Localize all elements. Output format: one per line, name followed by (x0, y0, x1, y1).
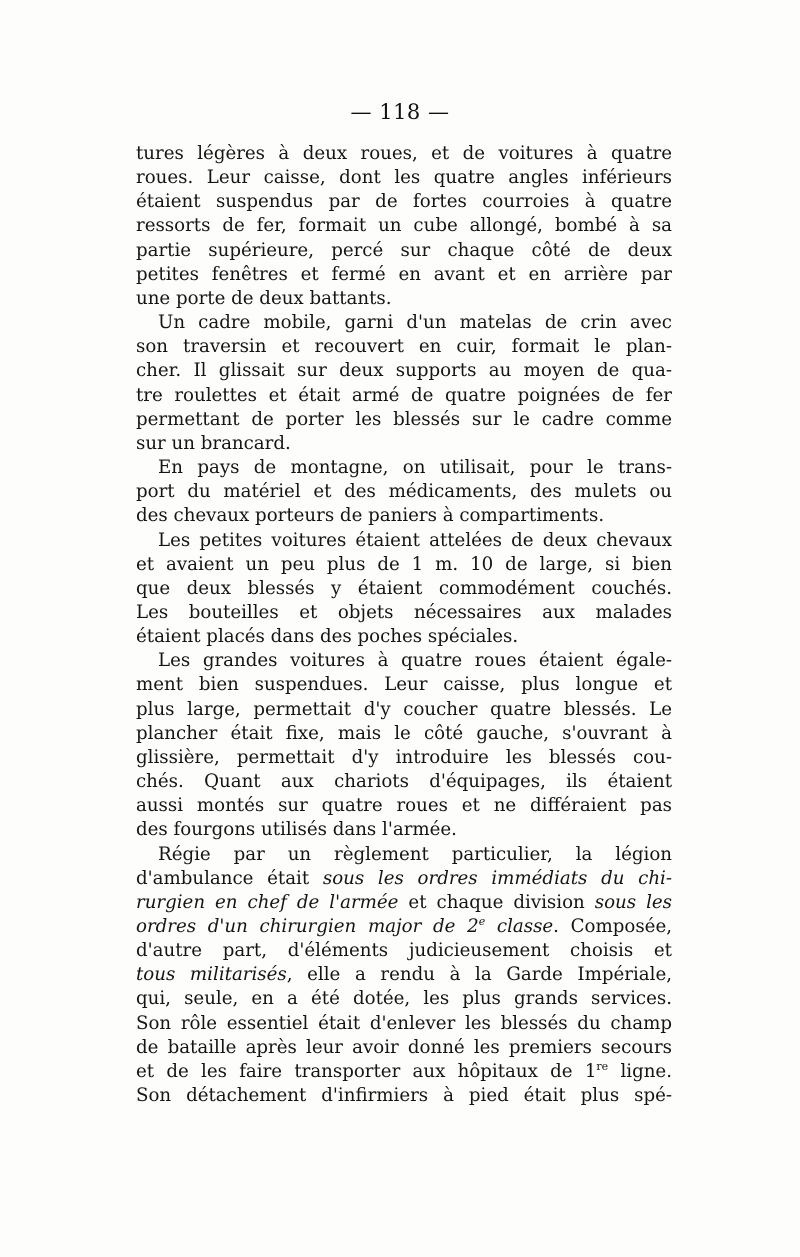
text-run: Les grandes voitures à quatre roues étaient égale- (158, 650, 672, 672)
text-line (136, 746, 672, 770)
text-run: qui, seule, en a été dotée, les plus grands services. (136, 988, 672, 1010)
text-line (136, 577, 672, 601)
text-run: des fourgons utilisés dans l'armée. (136, 819, 457, 841)
text-line (136, 891, 672, 915)
text-line (136, 1060, 672, 1084)
text-line (136, 1036, 672, 1060)
text-run: Un cadre mobile, garni d'un matelas de crin avec (158, 312, 672, 334)
text-run: Les petites voitures étaient attelées de deux chevaux (158, 529, 672, 551)
italic-text: sous les ordres immédiats du chi- (322, 867, 673, 889)
text-line (136, 794, 672, 818)
text-run: aussi montés sur quatre roues et ne différaient pas (136, 795, 672, 817)
text-run: étaient placés dans des poches spéciales. (136, 626, 519, 648)
text-run: sur un brancard. (136, 432, 291, 454)
body-text (136, 142, 672, 1108)
text-run: ressorts de fer, formait un cube allongé, bombé à sa (136, 215, 672, 237)
text-line (136, 142, 672, 166)
text-line (136, 963, 672, 987)
text-line (136, 553, 672, 577)
text-run: plus large, permettait d'y coucher quatre blessés. Le (136, 698, 672, 720)
text-line (136, 190, 672, 214)
text-run: re (596, 1059, 609, 1073)
text-run: une porte de deux battants. (136, 287, 392, 309)
text-run: plancher était fixe, mais le côté gauche, s'ouvrant à (136, 722, 672, 744)
text-line (136, 818, 672, 842)
text-line (136, 166, 672, 190)
text-line (136, 480, 672, 504)
text-run: Son détachement d'infirmiers à pied était plus spé- (136, 1085, 672, 1107)
text-run: de bataille après leur avoir donné les premiers secours (136, 1036, 672, 1058)
text-run: son traversin et recouvert en cuir, formait le plan- (136, 336, 672, 358)
text-run: et de les faire transporter aux hôpitaux de 1 (136, 1060, 597, 1082)
paragraph (136, 142, 672, 311)
text-run: Régie par un règlement particulier, la légion (158, 843, 672, 865)
text-run: d'ambulance était (136, 867, 323, 889)
text-run: permettant de porter les blessés sur le cadre comme (136, 408, 672, 430)
text-line (136, 1084, 672, 1108)
text-run: roues. Leur caisse, dont les quatre angles inférieurs (136, 167, 672, 189)
text-run: que deux blessés y étaient commodément couchés. (136, 577, 672, 599)
text-run: , elle a rendu à la Garde Impériale, (286, 964, 672, 986)
text-run: étaient suspendus par de fortes courroies à quatre (136, 191, 672, 213)
text-run: des chevaux porteurs de paniers à compartiments. (136, 505, 605, 527)
text-line (136, 698, 672, 722)
text-line (136, 770, 672, 794)
text-line (136, 311, 672, 335)
text-run: et avaient un peu plus de 1 m. 10 de large, si bien (136, 553, 672, 575)
text-run: glissière, permettait d'y introduire les blessés cou- (136, 746, 672, 768)
text-line (136, 335, 672, 359)
text-run: tures légères à deux roues, et de voitures à quatre (136, 143, 672, 164)
text-line (136, 601, 672, 625)
text-run: chés. Quant aux chariots d'équipages, ils étaient (136, 771, 672, 793)
text-run: . Composée, (553, 916, 672, 937)
text-line (136, 649, 672, 673)
italic-text: sous les (594, 891, 672, 913)
text-run: En pays de montagne, on utilisait, pour le trans- (158, 457, 672, 479)
text-line (136, 987, 672, 1011)
paragraph (136, 311, 672, 456)
text-run: ligne. (608, 1060, 672, 1082)
text-line (136, 722, 672, 746)
text-run: ment bien suspendues. Leur caisse, plus longue et (136, 674, 672, 696)
text-line (136, 504, 672, 528)
text-line (136, 287, 672, 311)
text-run: Son rôle essentiel était d'enlever les blessés du champ (136, 1012, 672, 1034)
text-line (136, 456, 672, 480)
italic-text: rurgien en chef de l'armée (136, 891, 399, 913)
paragraph (136, 843, 672, 1109)
page-number: — 118 — (350, 100, 450, 124)
italic-text: tous militarisés (136, 964, 287, 986)
text-line (136, 384, 672, 408)
text-line (136, 867, 672, 891)
text-line (136, 625, 672, 649)
text-line (136, 214, 672, 238)
text-line (136, 1012, 672, 1036)
text-line (136, 915, 672, 939)
text-line (136, 432, 672, 456)
text-run: Les bouteilles et objets nécessaires aux malades (136, 601, 672, 623)
text-run: tre roulettes et était armé de quatre poignées de fer (136, 384, 672, 406)
text-line (136, 239, 672, 263)
text-run: et chaque division (398, 891, 595, 913)
paragraph (136, 529, 672, 650)
text-run: port du matériel et des médicaments, des mulets ou (136, 481, 672, 503)
italic-text: classe (485, 916, 554, 937)
text-line (136, 263, 672, 287)
text-line (136, 529, 672, 553)
italic-text: ordres d'un chirurgien major de 2 (136, 916, 479, 937)
text-run: d'autre part, d'éléments judicieusement choisis et (136, 940, 672, 962)
paragraph (136, 649, 672, 842)
text-run: petites fenêtres et fermé en avant et en arrière par (136, 263, 672, 285)
text-line (136, 359, 672, 383)
text-line (136, 939, 672, 963)
text-run: partie supérieure, percé sur chaque côté de deux (136, 239, 672, 261)
text-line (136, 673, 672, 697)
text-line (136, 408, 672, 432)
text-line (136, 843, 672, 867)
italic-text: e (478, 914, 486, 928)
text-run: cher. Il glissait sur deux supports au moyen de qua- (136, 360, 672, 382)
paragraph (136, 456, 672, 528)
